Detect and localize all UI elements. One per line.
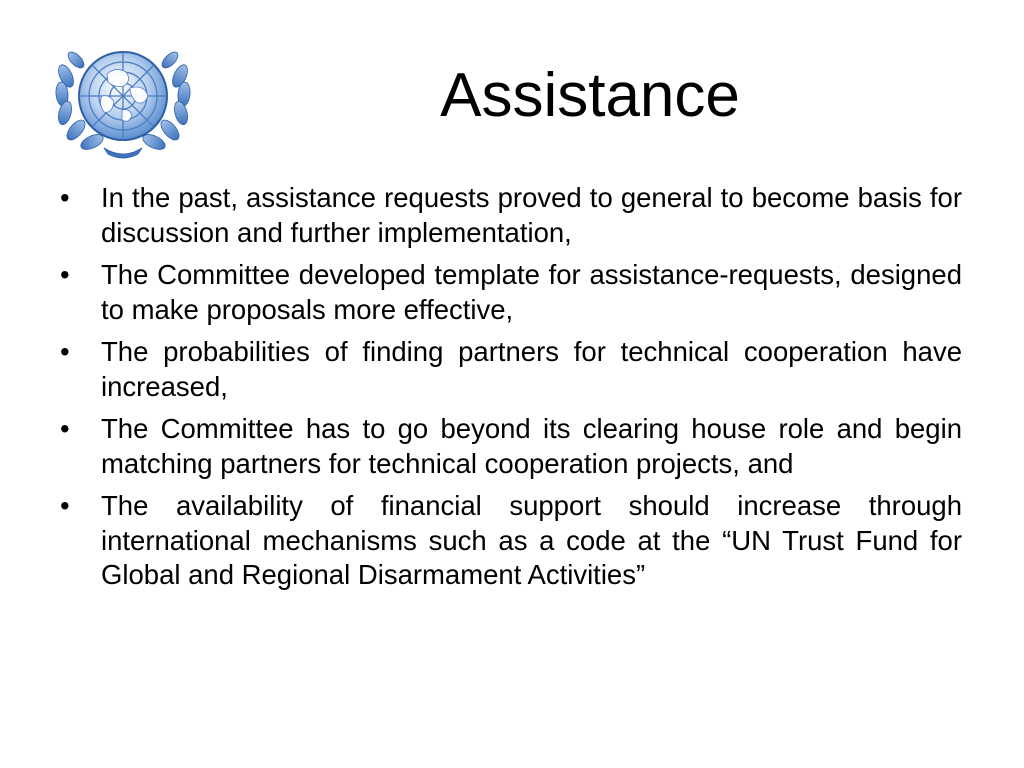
list-item-text: The probabilities of finding partners for technical cooperation have increased, xyxy=(101,336,962,402)
bullet-marker: • xyxy=(60,490,70,521)
slide-title: Assistance xyxy=(440,61,740,130)
list-item-text: In the past, assistance requests proved to general to become basis for discussion and further implementation, xyxy=(101,182,962,248)
list-item-text: The Committee developed template for assistance-requests, designed to make proposals more effective, xyxy=(101,259,962,325)
list-item xyxy=(60,335,962,404)
list-item xyxy=(60,258,962,327)
bullet-marker: • xyxy=(60,413,70,444)
bullet-marker: • xyxy=(60,259,70,290)
bullet-marker: • xyxy=(60,336,70,367)
list-item-text: The availability of financial support should increase through international mechanisms such as a code at the “UN Trust Fund for Global and Regional Disarmament Activities” xyxy=(101,490,962,590)
united-nations-emblem-icon xyxy=(52,36,194,160)
list-item xyxy=(60,181,962,250)
bullet-marker: • xyxy=(60,182,70,213)
list-item xyxy=(60,412,962,481)
bullet-list xyxy=(60,181,962,601)
list-item-text: The Committee has to go beyond its clearing house role and begin matching partners for technical cooperation projects, and xyxy=(101,413,962,479)
list-item xyxy=(60,489,962,593)
